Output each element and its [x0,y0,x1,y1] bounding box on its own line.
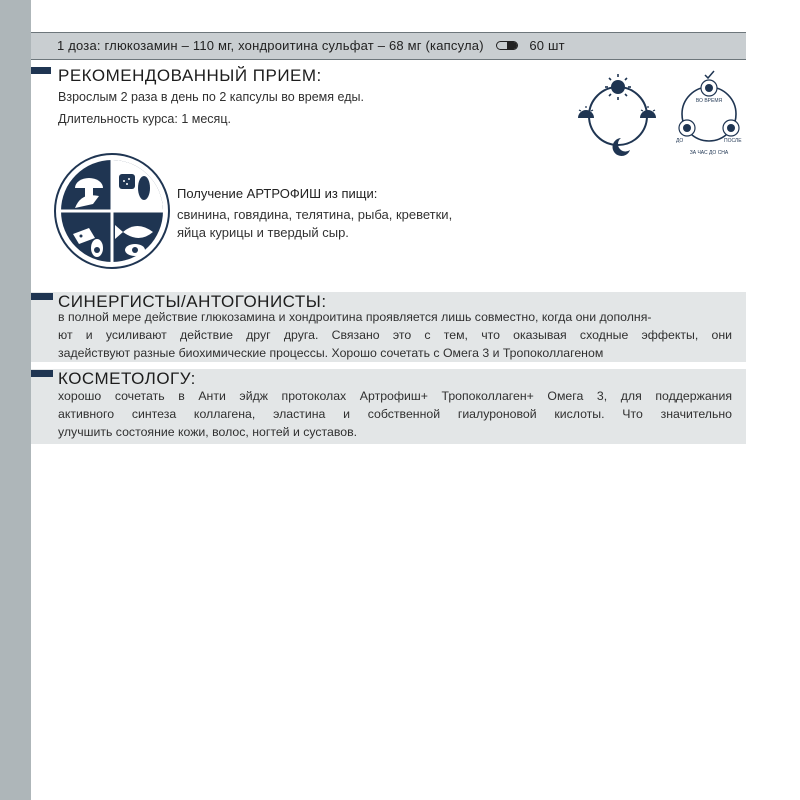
cosmetologist-line-2: активного синтеза коллагена, эластина и собственной гиалуроновой кислоты. Что значительно [58,407,732,421]
meal-timing-icon [664,70,754,158]
left-sidebar-strip [0,0,31,800]
corn-icon [138,176,150,200]
sun-top-icon [605,74,631,100]
meal-during-label: ВО ВРЕМЯ [695,98,723,104]
dose-count: 60 шт [529,38,565,53]
synergists-text [58,308,732,362]
cosmetologist-line-3: улучшить состояние кожи, волос, ногтей и суставов. [58,425,358,439]
meal-after-label: ПОСЛЕ [724,138,742,144]
synergists-line-3: задействуют разные биохимические процессы. Хорошо сочетать с Омега 3 и Тропоколлагеном [58,346,604,360]
food-sources-icon [53,152,171,270]
dose-composition: глюкозамин – 110 мг, хондроитина сульфат – 68 мг (капсула) [104,38,484,53]
food-sources-title: Получение АРТРОФИШ из пищи: [177,186,378,201]
meal-caption: ЗА ЧАС ДО СНА [689,150,729,156]
cosmetologist-text [58,387,732,441]
dose-line [57,38,565,53]
synergists-line-2: ют и усиливают действие друг друга. Связано это с тем, что оказывая сходные эффекты, они [58,328,732,342]
duration-value: 1 месяц. [181,112,231,126]
food-sources-list [177,206,507,242]
duration-label: Длительность курса: [58,112,178,126]
dose-band [31,32,746,60]
food-line-1: свинина, говядина, телятина, рыба, креветки, [177,207,453,222]
recommended-dosage: Взрослым 2 раза в день по 2 капсулы во время еды. [58,90,364,104]
capsule-icon [496,41,518,50]
cosmetologist-header-bar [31,370,53,377]
recommended-duration [58,110,231,128]
dose-label: 1 доза: [57,38,101,53]
synergists-header-bar [31,293,53,300]
synergists-title: СИНЕРГИСТЫ/АНТОГОНИСТЫ: [58,292,327,311]
bread-icon [119,174,135,189]
cosmetologist-line-1: хорошо сочетать в Анти эйдж протоколах Артрофиш+ Тропоколлаген+ Омега 3, для поддержания [58,389,732,403]
food-line-2: яйца курицы и твердый сыр. [177,225,349,240]
cosmetologist-title: КОСМЕТОЛОГУ: [58,369,196,388]
synergists-line-1: в полной мере действие глюкозамина и хондроитина проявляется лишь совместно, когда они дополня- [58,310,652,324]
check-icon [705,71,714,78]
meal-before-label: ДО [676,138,684,144]
moon-icon [613,138,630,156]
egg-icon [125,244,145,256]
recommended-header-bar [31,67,51,74]
recommended-title: РЕКОМЕНДОВАННЫЙ ПРИЕМ: [58,66,322,85]
day-cycle-icon [574,68,664,160]
